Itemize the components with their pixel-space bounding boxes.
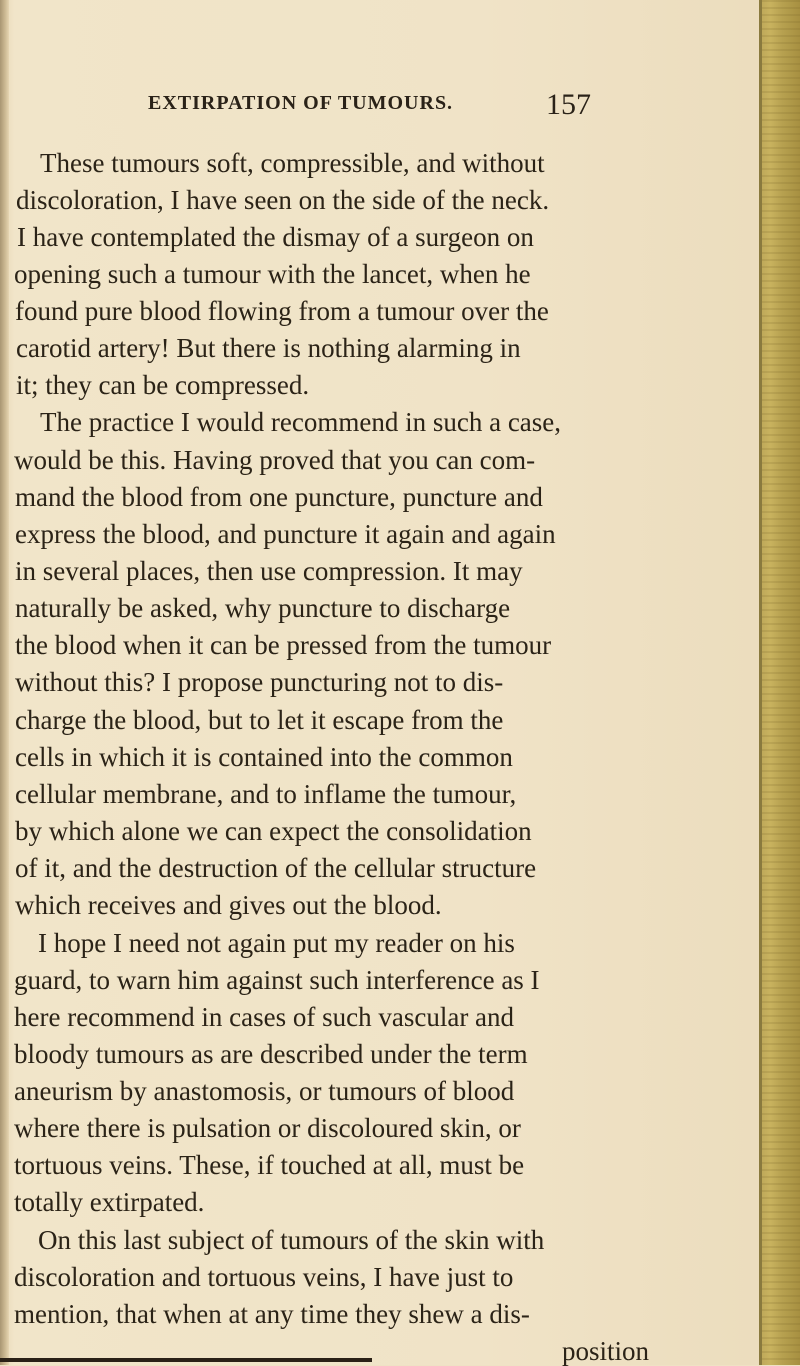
text-line: mention, that when at any time they shew a dis- (14, 1299, 530, 1329)
text-line: carotid artery! But there is nothing alarming in (16, 333, 521, 363)
text-line: position (562, 1336, 650, 1366)
text-line: by which alone we can expect the consolidation (15, 816, 532, 846)
text-line: cells in which it is contained into the common (15, 742, 513, 772)
text-line: of it, and the destruction of the cellular structure (15, 853, 537, 883)
running-head: EXTIRPATION OF TUMOURS. (148, 92, 454, 114)
text-line: without this? I propose puncturing not to dis- (15, 667, 504, 697)
text-line: guard, to warn him against such interference as I (14, 965, 540, 995)
text-line: discoloration, I have seen on the side of the neck. (16, 185, 550, 215)
bottom-rule (0, 1358, 372, 1362)
page-number: 157 (546, 88, 591, 121)
text-line: mand the blood from one puncture, puncture and (15, 482, 543, 512)
text-line: express the blood, and puncture it again and again (15, 519, 556, 549)
text-line: discoloration and tortuous veins, I have just to (14, 1262, 514, 1292)
text-line: charge the blood, but to let it escape from the (15, 705, 504, 735)
text-line: These tumours soft, compressible, and without (40, 148, 545, 178)
text-line: naturally be asked, why puncture to discharge (15, 593, 511, 623)
text-line: bloody tumours as are described under the term (14, 1039, 528, 1069)
text-line: The practice I would recommend in such a case, (40, 407, 562, 437)
text-line: the blood when it can be pressed from the tumour (15, 630, 552, 660)
book-binding-edge (759, 0, 800, 1365)
text-line: which receives and gives out the blood. (15, 890, 442, 920)
text-line: where there is pulsation or discoloured skin, or (14, 1113, 521, 1143)
text-line: it; they can be compressed. (16, 370, 310, 400)
text-line: in several places, then use compression. It may (15, 556, 523, 586)
text-line: would be this. Having proved that you can com- (14, 445, 536, 475)
text-line: On this last subject of tumours of the skin with (38, 1225, 545, 1255)
text-line: tortuous veins. These, if touched at all, must be (14, 1150, 525, 1180)
text-line: aneurism by anastomosis, or tumours of blood (14, 1076, 515, 1106)
text-line: found pure blood flowing from a tumour over the (15, 296, 549, 326)
text-line: opening such a tumour with the lancet, when he (14, 259, 531, 289)
text-line: here recommend in cases of such vascular and (14, 1002, 515, 1032)
text-line: cellular membrane, and to inflame the tumour, (15, 779, 517, 809)
text-line: totally extirpated. (14, 1187, 205, 1217)
text-line: I hope I need not again put my reader on his (38, 928, 515, 958)
text-line: I have contemplated the dismay of a surgeon on (17, 222, 534, 252)
